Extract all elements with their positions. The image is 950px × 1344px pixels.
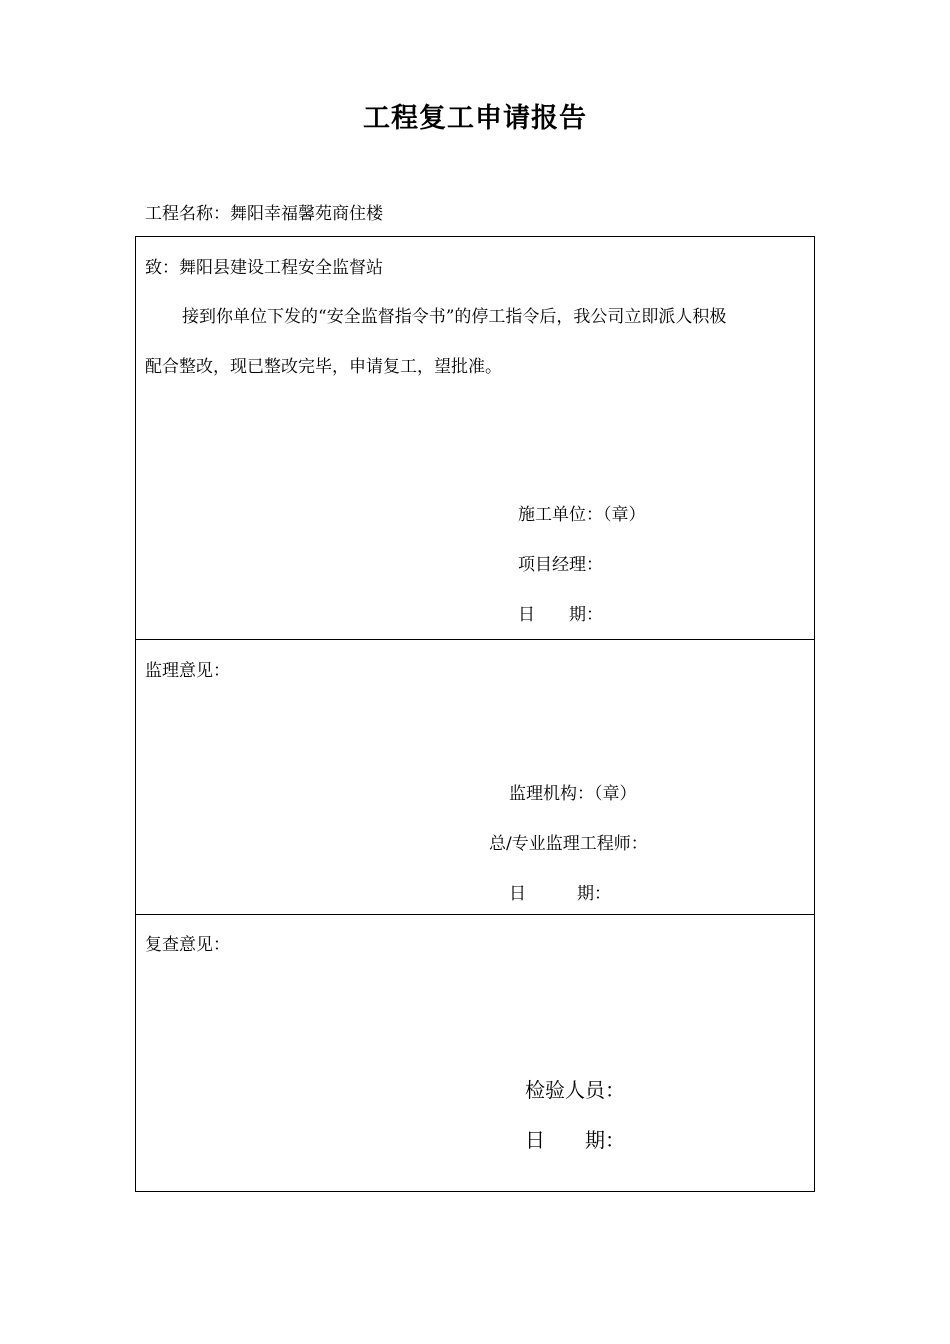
project-name-label: 工程名称： bbox=[145, 204, 230, 224]
construction-unit-label: 施工单位：（章） bbox=[518, 505, 646, 525]
request-body-line-2: 配合整改，现已整改完毕，申请复工，望批准。 bbox=[145, 357, 502, 377]
review-section bbox=[136, 915, 814, 1191]
request-body-line-1: 接到你单位下发的“安全监督指令书”的停工指令后，我公司立即派人积极 bbox=[182, 307, 727, 327]
application-section bbox=[136, 237, 814, 640]
project-name-value: 舞阳幸福馨苑商住楼 bbox=[230, 204, 383, 224]
supervision-date-label: 日 期： bbox=[509, 884, 611, 904]
supervision-engineer-label: 总/专业监理工程师： bbox=[489, 834, 648, 854]
document-title: 工程复工申请报告 bbox=[363, 103, 587, 134]
application-form-table bbox=[135, 236, 815, 1192]
review-date-label: 日 期： bbox=[525, 1128, 625, 1152]
recipient-line: 致：舞阳县建设工程安全监督站 bbox=[145, 258, 383, 278]
review-opinion-heading: 复查意见： bbox=[145, 935, 230, 955]
project-name-line bbox=[145, 199, 383, 224]
supervision-org-label: 监理机构：（章） bbox=[509, 784, 637, 804]
project-manager-label: 项目经理： bbox=[518, 555, 603, 575]
supervision-section bbox=[136, 640, 814, 915]
application-date-label: 日 期： bbox=[518, 605, 603, 625]
supervision-opinion-heading: 监理意见： bbox=[145, 661, 230, 681]
inspector-label: 检验人员： bbox=[525, 1078, 625, 1102]
